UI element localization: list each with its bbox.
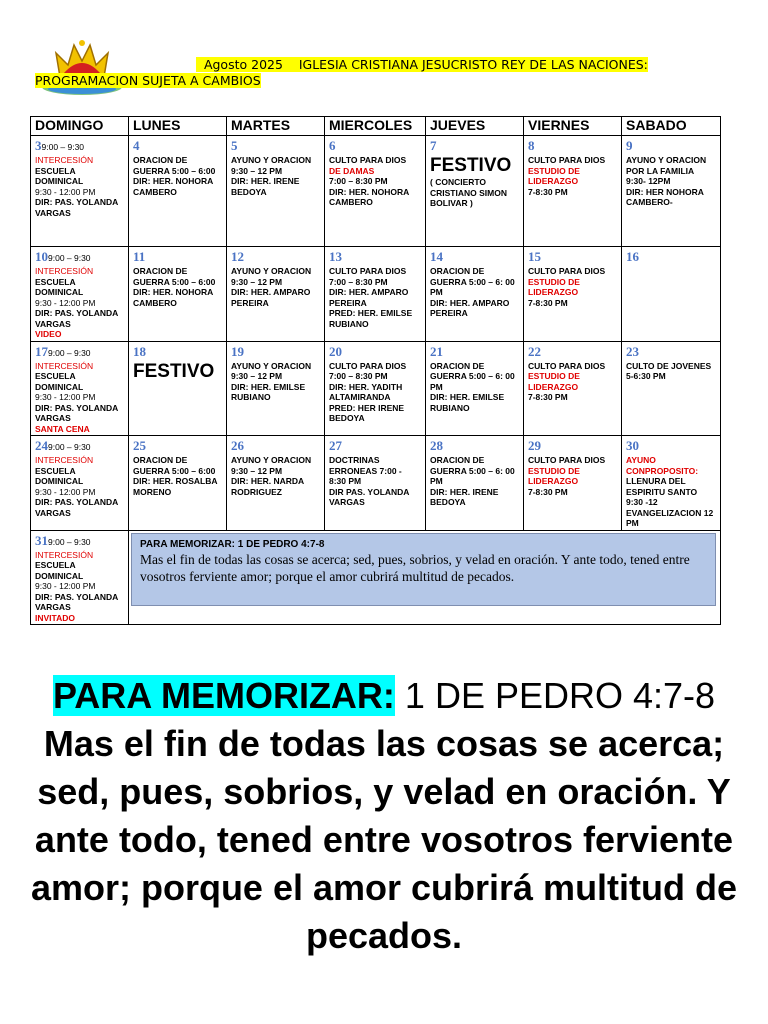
calendar-table <box>30 116 721 625</box>
event-line: DIR: HER. NOHORA CAMBERO <box>133 176 213 197</box>
day-cell <box>524 136 622 247</box>
event-line: SANTA CENA <box>35 423 90 434</box>
event-line: DIR: PAS. YOLANDA VARGAS <box>35 197 118 218</box>
day-cell <box>622 436 721 531</box>
day-cell <box>622 247 721 342</box>
event-line: PRED: HER IRENE BEDOYA <box>329 402 405 423</box>
event-line: DIR: HER. AMPARO PEREIRA <box>231 287 311 308</box>
event-line: ESTUDIO DE LIDERAZGO <box>528 276 580 297</box>
memorize-cell <box>129 530 721 625</box>
event-line: PRED: HER. EMILSE RUBIANO <box>329 308 413 329</box>
day-header-miercoles: MIERCOLES <box>325 117 426 136</box>
day-cell <box>426 341 524 436</box>
day-number: 19 <box>231 343 244 359</box>
event-line: EVANGELIZACION 12 PM <box>626 507 714 528</box>
event-line: ESCUELA DOMINICAL <box>35 371 84 392</box>
event-line: 7-8:30 PM <box>528 297 568 308</box>
day-number: 20 <box>329 343 342 359</box>
event-line: ORACION DE GUERRA 5:00 – 6:00 <box>133 455 216 476</box>
early-time: 9:00 – 9:30 <box>48 253 91 263</box>
event-line: DIR: HER. AMPARO PEREIRA <box>430 297 510 318</box>
day-cell <box>426 436 524 531</box>
day-cell <box>524 341 622 436</box>
event-line: 9:30 - 12:00 PM <box>35 581 96 591</box>
event-line: INTERCESIÓN <box>35 360 94 371</box>
event-line: CULTO DE JOVENES 5-6:30 PM <box>626 360 712 381</box>
event-line: AYUNO Y ORACION 9:30 – 12 PM <box>231 360 312 381</box>
event-line: ORACION DE GUERRA 5:00 – 6: 00 PM <box>430 266 515 297</box>
day-cell <box>227 341 325 436</box>
event-line: INTERCESIÓN <box>35 549 94 560</box>
week-row <box>31 136 721 247</box>
day-cell <box>31 341 129 436</box>
day-cell <box>622 136 721 247</box>
day-cell <box>325 136 426 247</box>
day-header-viernes: VIERNES <box>524 117 622 136</box>
event-line: DIR: HER NOHORA CAMBERO- <box>626 186 704 207</box>
event-line: 7-8:30 PM <box>528 186 568 197</box>
event-line: DIR: HER. IRENE BEDOYA <box>231 176 300 197</box>
event-line: DIR: PAS. YOLANDA VARGAS <box>35 591 118 612</box>
header-subject-to-change: PROGRAMACION SUJETA A CAMBIOS <box>35 73 261 88</box>
early-time: 9:00 – 9:30 <box>48 347 91 358</box>
day-header-martes: MARTES <box>227 117 325 136</box>
day-number: 28 <box>430 438 443 453</box>
event-line: DIR: HER. YADITH ALTAMIRANDA <box>329 381 403 402</box>
event-line: DE DAMAS <box>329 165 375 176</box>
memorize-box <box>131 533 716 606</box>
day-number: 30 <box>626 438 639 453</box>
day-number: 17 <box>35 343 48 359</box>
event-line: AYUNO Y ORACION 9:30 – 12 PM <box>231 455 312 476</box>
event-line: DIR: HER. ROSALBA MORENO <box>133 476 218 497</box>
day-number: 22 <box>528 343 541 359</box>
day-cell <box>622 341 721 436</box>
church-crown-logo <box>38 33 126 99</box>
event-line: DIR: PAS. YOLANDA VARGAS <box>35 402 118 423</box>
memorize-large-label: PARA MEMORIZAR: <box>52 675 395 716</box>
festivo-label: FESTIVO <box>133 360 215 382</box>
day-number: 4 <box>133 138 140 153</box>
event-line: ORACION DE GUERRA 5:00 – 6:00 <box>133 155 216 176</box>
day-number: 21 <box>430 343 443 359</box>
day-header-lunes: LUNES <box>129 117 227 136</box>
event-line: CULTO PARA DIOS <box>329 155 407 165</box>
day-number: 23 <box>626 343 639 359</box>
day-cell <box>31 530 129 625</box>
event-line: DIR PAS. YOLANDA VARGAS <box>329 486 410 507</box>
memorize-box-verse: Mas el fin de todas las cosas se acerca; sed, pues, sobrios, y velad en oración. Y ante todo, tened entre vosotros ferviente amor; porque el amor cubrirá multitud de pecados. <box>140 551 690 584</box>
header-date-church: Agosto 2025 IGLESIA CRISTIANA JESUCRISTO REY DE LAS NACIONES: <box>196 57 648 72</box>
calendar-header-row <box>31 117 721 136</box>
day-number: 8 <box>528 138 535 153</box>
event-line: DIR: PAS. YOLANDA VARGAS <box>35 497 118 518</box>
week-row <box>31 341 721 436</box>
event-line: ESCUELA DOMINICAL <box>35 165 84 186</box>
day-number: 18 <box>133 343 146 359</box>
day-number: 31 <box>35 532 48 548</box>
day-number: 10 <box>35 249 48 264</box>
event-line: INVITADO <box>35 612 75 623</box>
day-cell <box>325 247 426 342</box>
day-header-domingo: DOMINGO <box>31 117 129 136</box>
event-line: DIR: HER. AMPARO PEREIRA <box>329 287 409 308</box>
early-time: 9:00 – 9:30 <box>48 536 91 547</box>
memorize-large-block <box>20 672 748 960</box>
event-line: ESTUDIO DE LIDERAZGO <box>528 465 580 486</box>
day-cell <box>31 136 129 247</box>
day-number: 11 <box>133 249 146 264</box>
day-cell <box>129 341 227 436</box>
day-number: 26 <box>231 438 244 453</box>
day-cell <box>524 247 622 342</box>
event-line: CULTO PARA DIOS <box>528 266 606 276</box>
day-number: 16 <box>626 249 639 264</box>
event-line: CULTO PARA DIOS 7:00 – 8:30 PM <box>329 360 407 381</box>
event-line: ORACION DE GUERRA 5:00 – 6:00 <box>133 266 216 287</box>
event-line: INTERCESIÓN <box>35 266 94 276</box>
event-line: CULTO PARA DIOS <box>528 360 606 371</box>
day-number: 3 <box>35 138 42 153</box>
day-cell <box>31 247 129 342</box>
event-line: DOCTRINAS ERRONEAS 7:00 - 8:30 PM <box>329 455 402 486</box>
event-line: ORACION DE GUERRA 5:00 – 6: 00 PM <box>430 360 515 392</box>
day-number: 13 <box>329 249 342 264</box>
festivo-label: FESTIVO <box>430 155 512 176</box>
day-header-jueves: JUEVES <box>426 117 524 136</box>
event-line: 9:30 - 12:00 PM <box>35 392 96 402</box>
early-time: 9:00 – 9:30 <box>41 142 85 152</box>
day-number: 7 <box>430 138 437 153</box>
memorize-large-verse: Mas el fin de todas las cosas se acerca; sed, pues, sobrios, y velad en oración. Y ante todo, tened entre vosotros ferviente amor; porque el amor cubrirá multitud de pecados. <box>30 723 738 956</box>
day-cell <box>325 436 426 531</box>
event-line: ESCUELA DOMINICAL <box>35 276 84 297</box>
event-line: 7:00 – 8:30 PM <box>329 176 388 186</box>
event-line: 9:30 - 12:00 PM <box>35 297 96 308</box>
event-line: 9:30 - 12:00 PM <box>35 486 96 497</box>
event-line: DIR: HER. NOHORA CAMBERO <box>133 287 213 308</box>
day-cell <box>426 136 524 247</box>
day-cell <box>524 436 622 531</box>
event-line: DIR: HER. IRENE BEDOYA <box>430 486 499 507</box>
event-line: VIDEO <box>35 329 62 339</box>
event-line: AYUNO Y ORACION 9:30 – 12 PM <box>231 155 312 176</box>
event-line: 7-8:30 PM <box>528 486 568 497</box>
day-number: 29 <box>528 438 541 453</box>
day-number: 14 <box>430 249 443 264</box>
day-number: 25 <box>133 438 146 453</box>
event-line: INTERCESIÓN <box>35 455 94 465</box>
day-cell <box>227 247 325 342</box>
event-line: AYUNO CONPROPOSITO: <box>626 455 699 476</box>
event-line: ESTUDIO DE LIDERAZGO <box>528 371 580 392</box>
event-line: INTERCESIÓN <box>35 155 94 165</box>
day-cell <box>227 436 325 531</box>
memorize-large-ref: 1 DE PEDRO 4:7-8 <box>394 675 716 716</box>
day-number: 6 <box>329 138 336 153</box>
event-line: ORACION DE GUERRA 5:00 – 6: 00 PM <box>430 455 515 486</box>
event-line: AYUNO Y ORACION POR LA FAMILIA 9:30- 12PM <box>626 155 707 186</box>
week-row <box>31 530 721 625</box>
event-line: DIR: HER. EMILSE RUBIANO <box>231 381 306 402</box>
day-cell <box>129 436 227 531</box>
event-line: AYUNO Y ORACION 9:30 – 12 PM <box>231 266 312 287</box>
day-cell <box>227 136 325 247</box>
event-line: 7-8:30 PM <box>528 392 568 402</box>
event-line: ESTUDIO DE LIDERAZGO <box>528 165 580 186</box>
day-number: 12 <box>231 249 244 264</box>
day-cell <box>31 436 129 531</box>
event-line: DIR: HER. NARDA RODRIGUEZ <box>231 476 304 497</box>
week-row <box>31 436 721 531</box>
event-line: DIR: PAS. YOLANDA VARGAS <box>35 308 118 329</box>
event-line: ( CONCIERTO CRISTIANO SIMON BOLIVAR ) <box>430 177 507 208</box>
event-line: ESCUELA DOMINICAL <box>35 465 84 486</box>
event-line: CULTO PARA DIOS 7:00 – 8:30 PM <box>329 266 407 287</box>
event-line: LLENURA DEL ESPIRITU SANTO 9:30 -12 <box>626 476 698 507</box>
day-cell <box>325 341 426 436</box>
day-header-sabado: SABADO <box>622 117 721 136</box>
day-number: 9 <box>626 138 633 153</box>
day-cell <box>129 136 227 247</box>
day-cell <box>129 247 227 342</box>
event-line: ESCUELA DOMINICAL <box>35 560 84 581</box>
day-cell <box>426 247 524 342</box>
early-time: 9:00 – 9:30 <box>48 442 91 452</box>
event-line: CULTO PARA DIOS <box>528 155 606 165</box>
event-line: DIR: HER. NOHORA CAMBERO <box>329 186 409 207</box>
event-line: DIR: HER. EMILSE RUBIANO <box>430 392 505 413</box>
day-number: 5 <box>231 138 238 153</box>
day-number: 15 <box>528 249 541 264</box>
event-line: CULTO PARA DIOS <box>528 455 606 465</box>
week-row <box>31 247 721 342</box>
event-line: 9:30 - 12:00 PM <box>35 186 96 197</box>
day-number: 24 <box>35 438 48 453</box>
day-number: 27 <box>329 438 342 453</box>
memorize-box-title: PARA MEMORIZAR: 1 DE PEDRO 4:7-8 <box>140 538 325 550</box>
